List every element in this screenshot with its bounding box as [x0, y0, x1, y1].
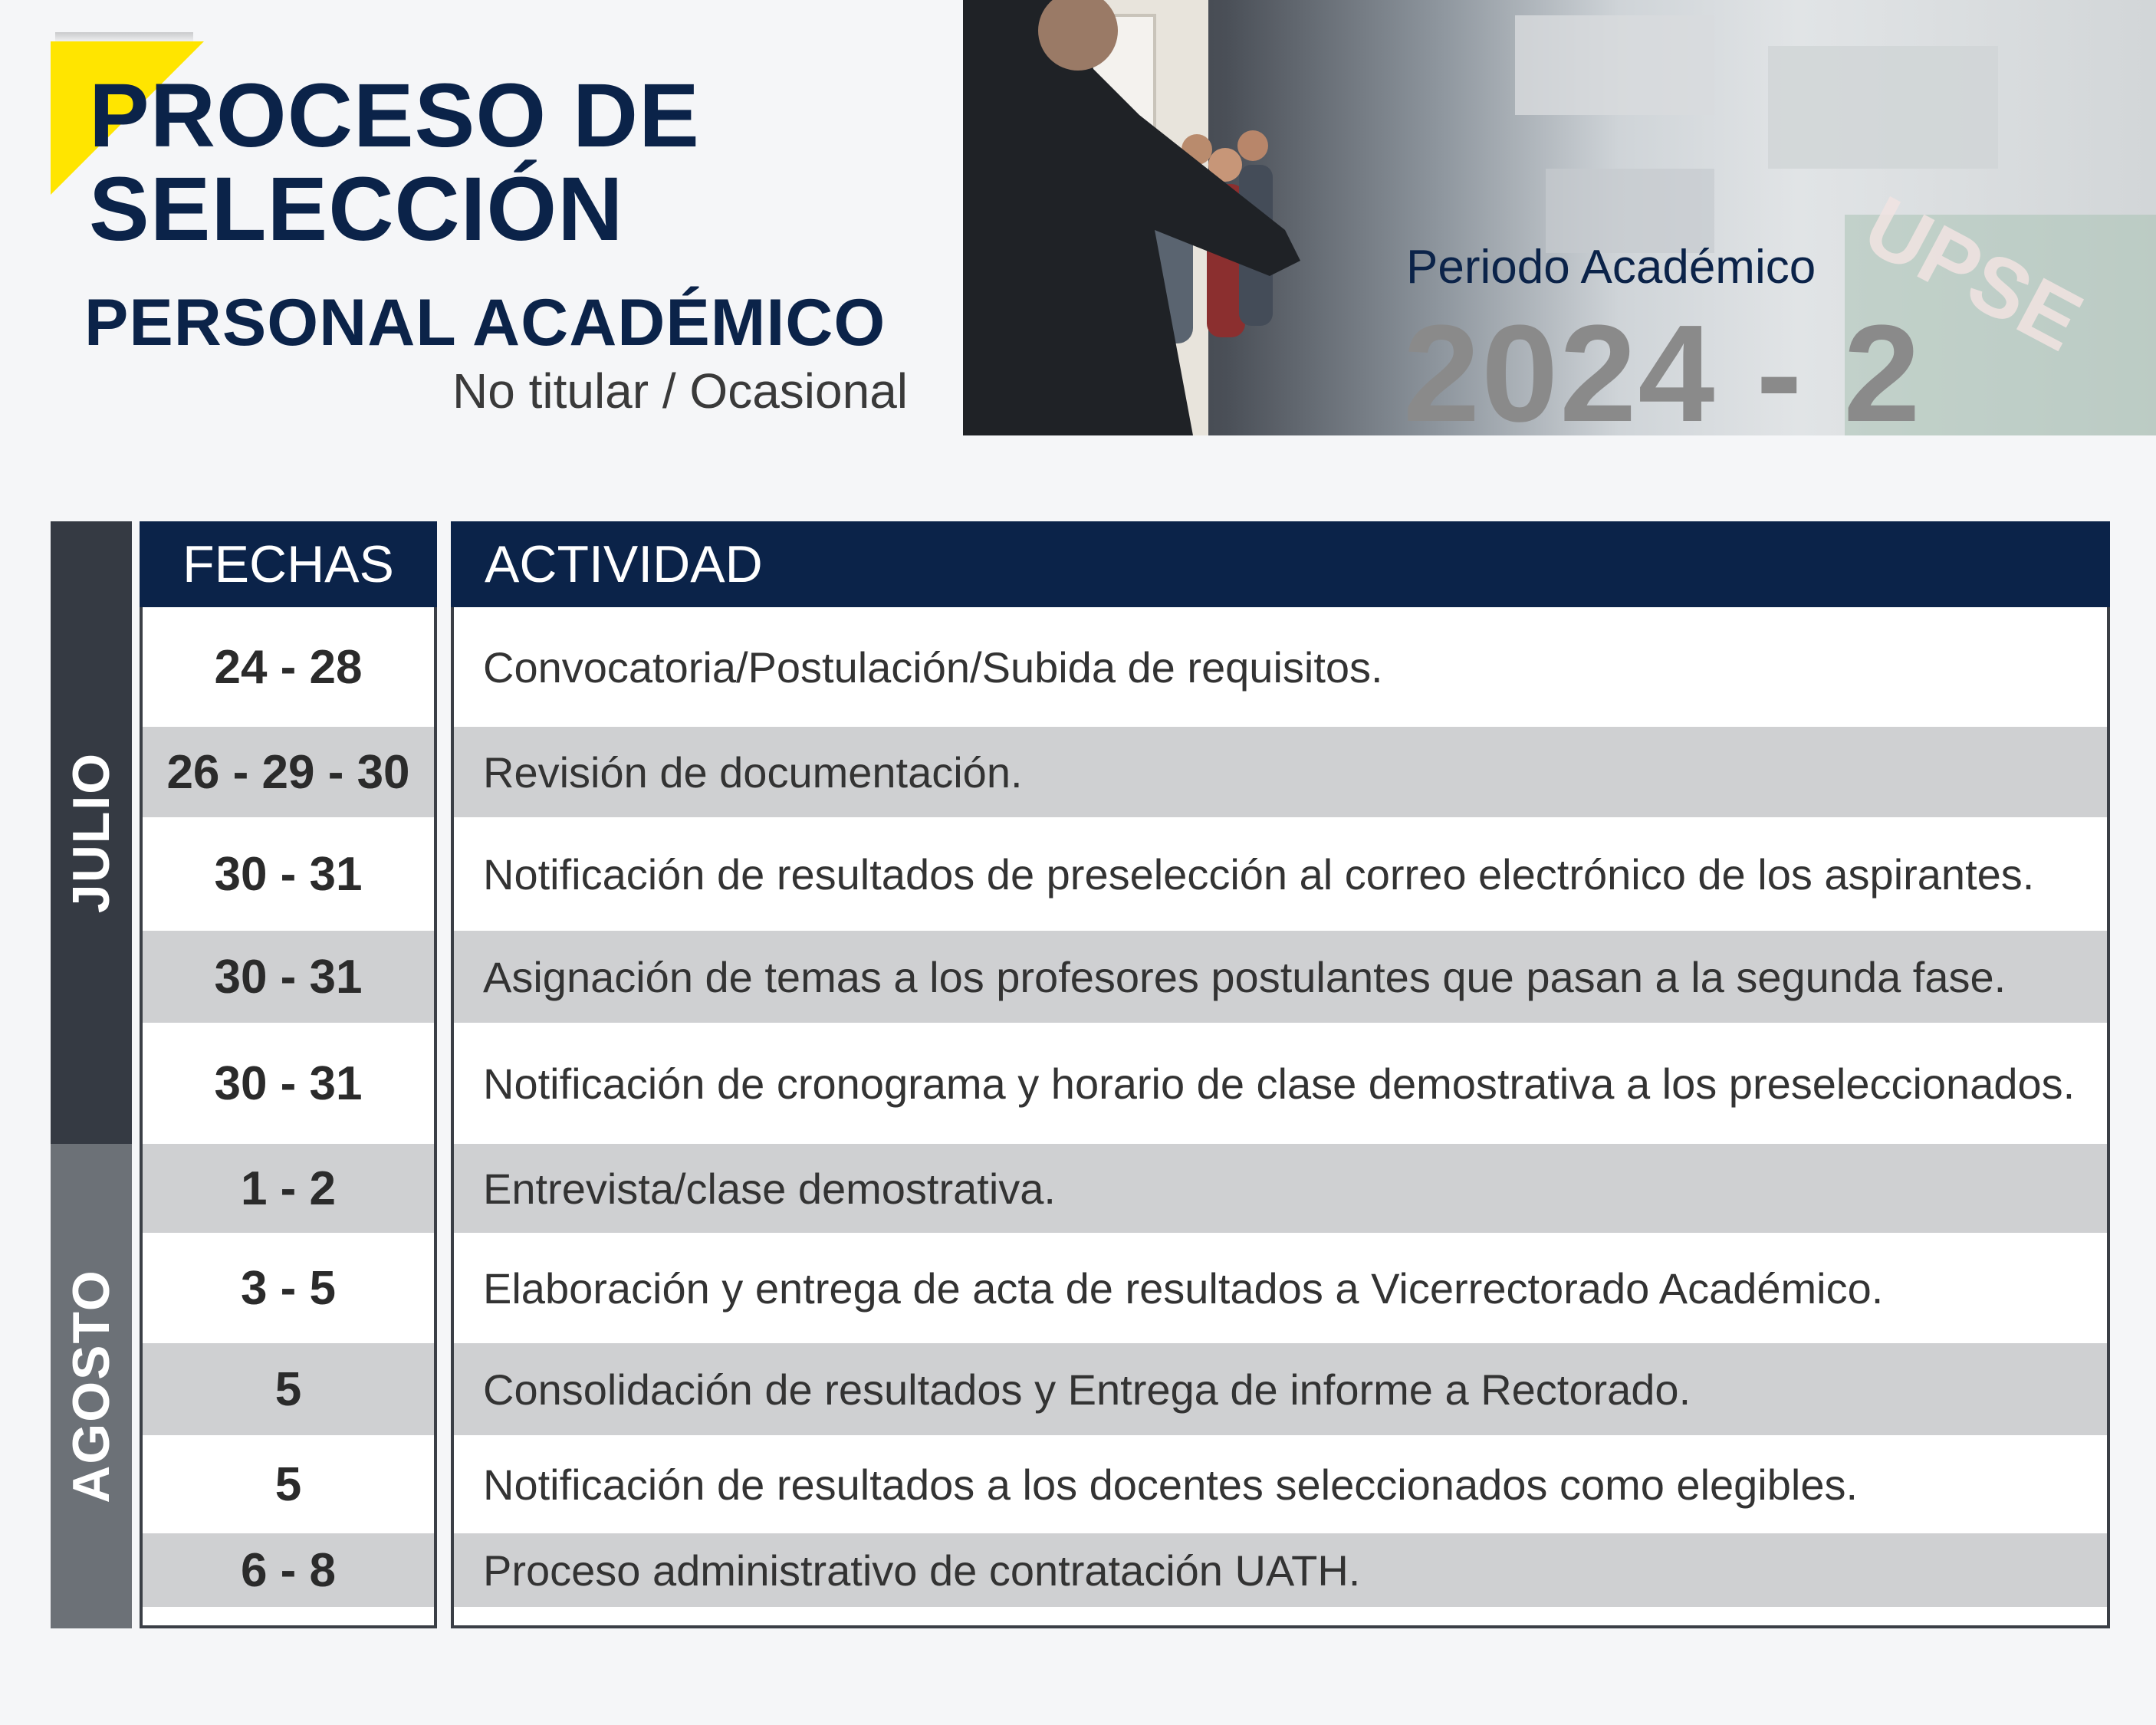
row-8-fechas: 5 — [143, 1343, 434, 1435]
periodo-value: 2024 - 2 — [1403, 297, 1922, 451]
row-10-fechas: 6 - 8 — [143, 1533, 434, 1607]
month-label-agosto: AGOSTO — [62, 1269, 120, 1503]
page-title-line2: SELECCIÓN — [89, 159, 624, 260]
row-1-fechas: 24 - 28 — [214, 640, 363, 694]
row-8-actividad: Consolidación de resultados y Entrega de informe a Rectorado. — [454, 1343, 2107, 1435]
page-title-line1: PROCESO DE — [89, 65, 700, 166]
row-9-actividad: Notificación de resultados a los docentes seleccionados como elegibles. — [483, 1460, 1859, 1509]
row-2-fechas: 26 - 29 - 30 — [143, 727, 434, 817]
row-7-actividad: Elaboración y entrega de acta de resultados a Vicerrectorado Académico. — [483, 1263, 1884, 1313]
header-actividad: ACTIVIDAD — [451, 521, 2110, 607]
row-4-fechas: 30 - 31 — [143, 931, 434, 1023]
subtitle: PERSONAL ACADÉMICO — [84, 286, 886, 360]
month-label-julio: JULIO — [62, 751, 120, 914]
subtitle-type: No titular / Ocasional — [452, 363, 908, 419]
upse-watermark: UPSE — [1849, 178, 2097, 370]
row-10-actividad: Proceso administrativo de contratación UATH. — [454, 1533, 2107, 1607]
row-6-fechas: 1 - 2 — [143, 1144, 434, 1233]
row-5-actividad: Notificación de cronograma y horario de clase demostrativa a los preseleccionados. — [483, 1059, 2075, 1108]
row-9-fechas: 5 — [274, 1457, 302, 1511]
row-1-actividad: Convocatoria/Postulación/Subida de requisitos. — [483, 642, 1383, 692]
row-5-fechas: 30 - 31 — [214, 1056, 363, 1110]
row-4-actividad: Asignación de temas a los profesores postulantes que pasan a la segunda fase. — [454, 931, 2107, 1023]
month-julio — [51, 521, 132, 1144]
periodo-label: Periodo Académico — [1406, 241, 1816, 294]
row-7-fechas: 3 - 5 — [240, 1261, 337, 1315]
row-3-fechas: 30 - 31 — [214, 847, 363, 901]
month-agosto — [51, 1144, 132, 1628]
header-fechas: FECHAS — [140, 521, 437, 607]
row-6-actividad: Entrevista/clase demostrativa. — [454, 1144, 2107, 1233]
row-3-actividad: Notificación de resultados de preselección al correo electrónico de los aspirantes. — [483, 849, 2035, 899]
row-2-actividad: Revisión de documentación. — [454, 727, 2107, 817]
